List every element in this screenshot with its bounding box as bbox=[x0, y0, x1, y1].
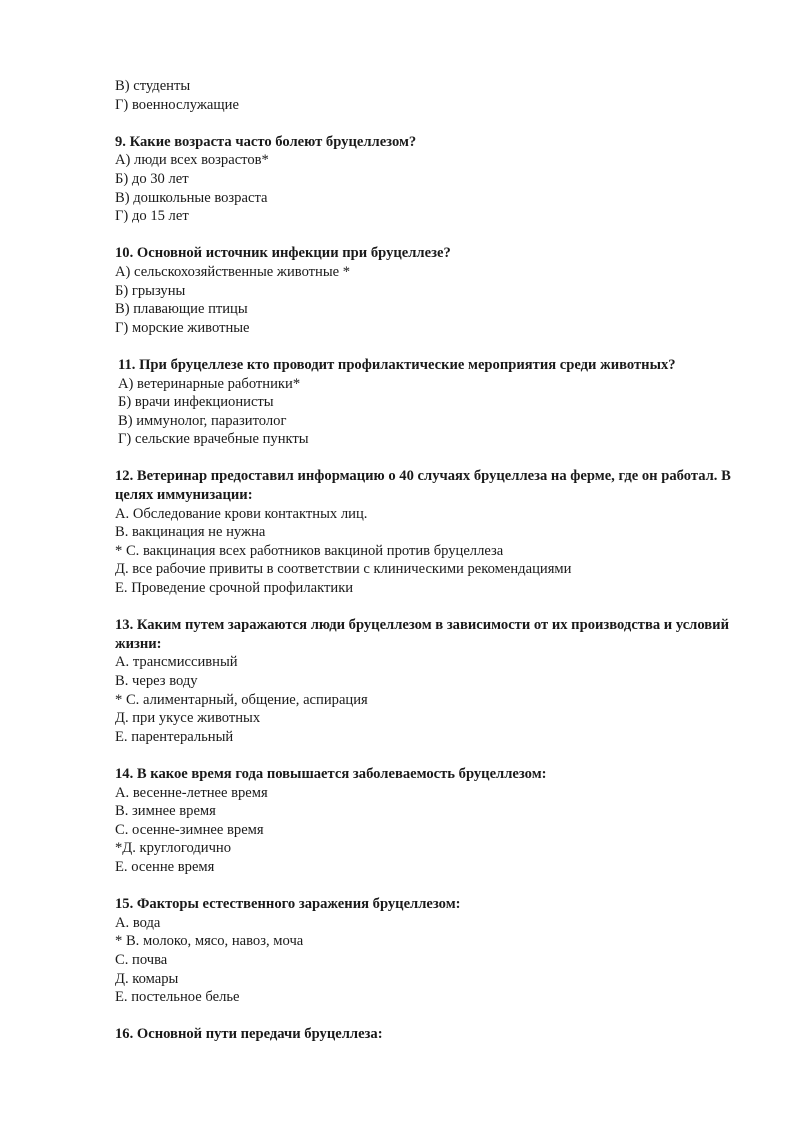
document-page bbox=[115, 77, 755, 1044]
answer-option: А) люди всех возрастов* bbox=[115, 152, 269, 169]
question-11 bbox=[115, 356, 755, 449]
answer-option: В) студенты bbox=[115, 78, 191, 94]
question-title: 9. Какие возраста часто болеют бруцеллезом? bbox=[115, 133, 417, 150]
answer-option: С. почва bbox=[115, 951, 168, 968]
answer-option: Б) врачи инфекционисты bbox=[118, 394, 274, 411]
answer-option: * В. молоко, мясо, навоз, моча bbox=[115, 933, 304, 950]
question-14 bbox=[115, 765, 755, 877]
question-12 bbox=[115, 467, 755, 597]
question-title: 15. Факторы естественного заражения бруцеллезом: bbox=[115, 896, 461, 913]
answer-option: Г) военнослужащие bbox=[115, 96, 239, 113]
question-title: 12. Ветеринар предоставил информацию о 40 случаях бруцеллеза на ферме, где он работал. В целях иммунизации: bbox=[115, 468, 731, 504]
answer-option: А. вода bbox=[115, 914, 161, 931]
question-9 bbox=[115, 133, 755, 226]
answer-option: * С. вакцинация всех работников вакциной против бруцеллеза bbox=[115, 542, 504, 559]
answer-option: А. Обследование крови контактных лиц. bbox=[115, 505, 368, 522]
question-title: 16. Основной пути передачи бруцеллеза: bbox=[115, 1026, 383, 1043]
answer-option: Г) морские животные bbox=[115, 319, 250, 336]
question-13 bbox=[115, 616, 755, 746]
answer-option: В. вакцинация не нужна bbox=[115, 524, 266, 541]
answer-option: Г) сельские врачебные пункты bbox=[118, 431, 309, 448]
question-title: 11. При бруцеллезе кто проводит профилактические мероприятия среди животных? bbox=[118, 356, 676, 373]
answer-option: В) иммунолог, паразитолог bbox=[118, 412, 287, 429]
answer-option: В. зимнее время bbox=[115, 803, 216, 820]
answer-option: Е. Проведение срочной профилактики bbox=[115, 580, 354, 597]
answer-option: А. трансмиссивный bbox=[115, 654, 238, 671]
answer-option: Б) грызуны bbox=[115, 282, 186, 299]
answer-option: А) сельскохозяйственные животные * bbox=[115, 263, 351, 280]
answer-option: Е. постельное белье bbox=[115, 989, 240, 1006]
question-title: 13. Каким путем заражаются люди бруцеллезом в зависимости от их производства и условий жизни: bbox=[115, 617, 729, 652]
answer-option: А) ветеринарные работники* bbox=[118, 375, 301, 392]
answer-option: * С. алиментарный, общение, аспирация bbox=[115, 691, 368, 708]
answer-option: Д. все рабочие привиты в соответствии с клиническими рекомендациями bbox=[115, 561, 572, 578]
answer-option: Д. комары bbox=[115, 970, 179, 987]
answer-option: Б) до 30 лет bbox=[115, 170, 189, 187]
question-title: 14. В какое время года повышается заболеваемость бруцеллезом: bbox=[115, 765, 547, 782]
answer-option: В) дошкольные возраста bbox=[115, 189, 268, 206]
answer-option: А. весенне-летнее время bbox=[115, 784, 268, 801]
answer-option: В. через воду bbox=[115, 673, 198, 689]
answer-option: Г) до 15 лет bbox=[115, 208, 189, 225]
answer-option: С. осенне-зимнее время bbox=[115, 821, 264, 838]
answer-option: Е. парентеральный bbox=[115, 728, 234, 745]
answer-option: *Д. круглогодично bbox=[115, 840, 232, 857]
answer-option: В) плавающие птицы bbox=[115, 301, 248, 318]
question-16 bbox=[115, 1025, 755, 1044]
question-title: 10. Основной источник инфекции при бруцеллезе? bbox=[115, 245, 451, 262]
question-10 bbox=[115, 244, 755, 337]
question-15 bbox=[115, 895, 755, 1007]
answer-option: Е. осенне время bbox=[115, 858, 215, 875]
question-8-tail bbox=[115, 77, 755, 114]
answer-option: Д. при укусе животных bbox=[115, 710, 261, 727]
